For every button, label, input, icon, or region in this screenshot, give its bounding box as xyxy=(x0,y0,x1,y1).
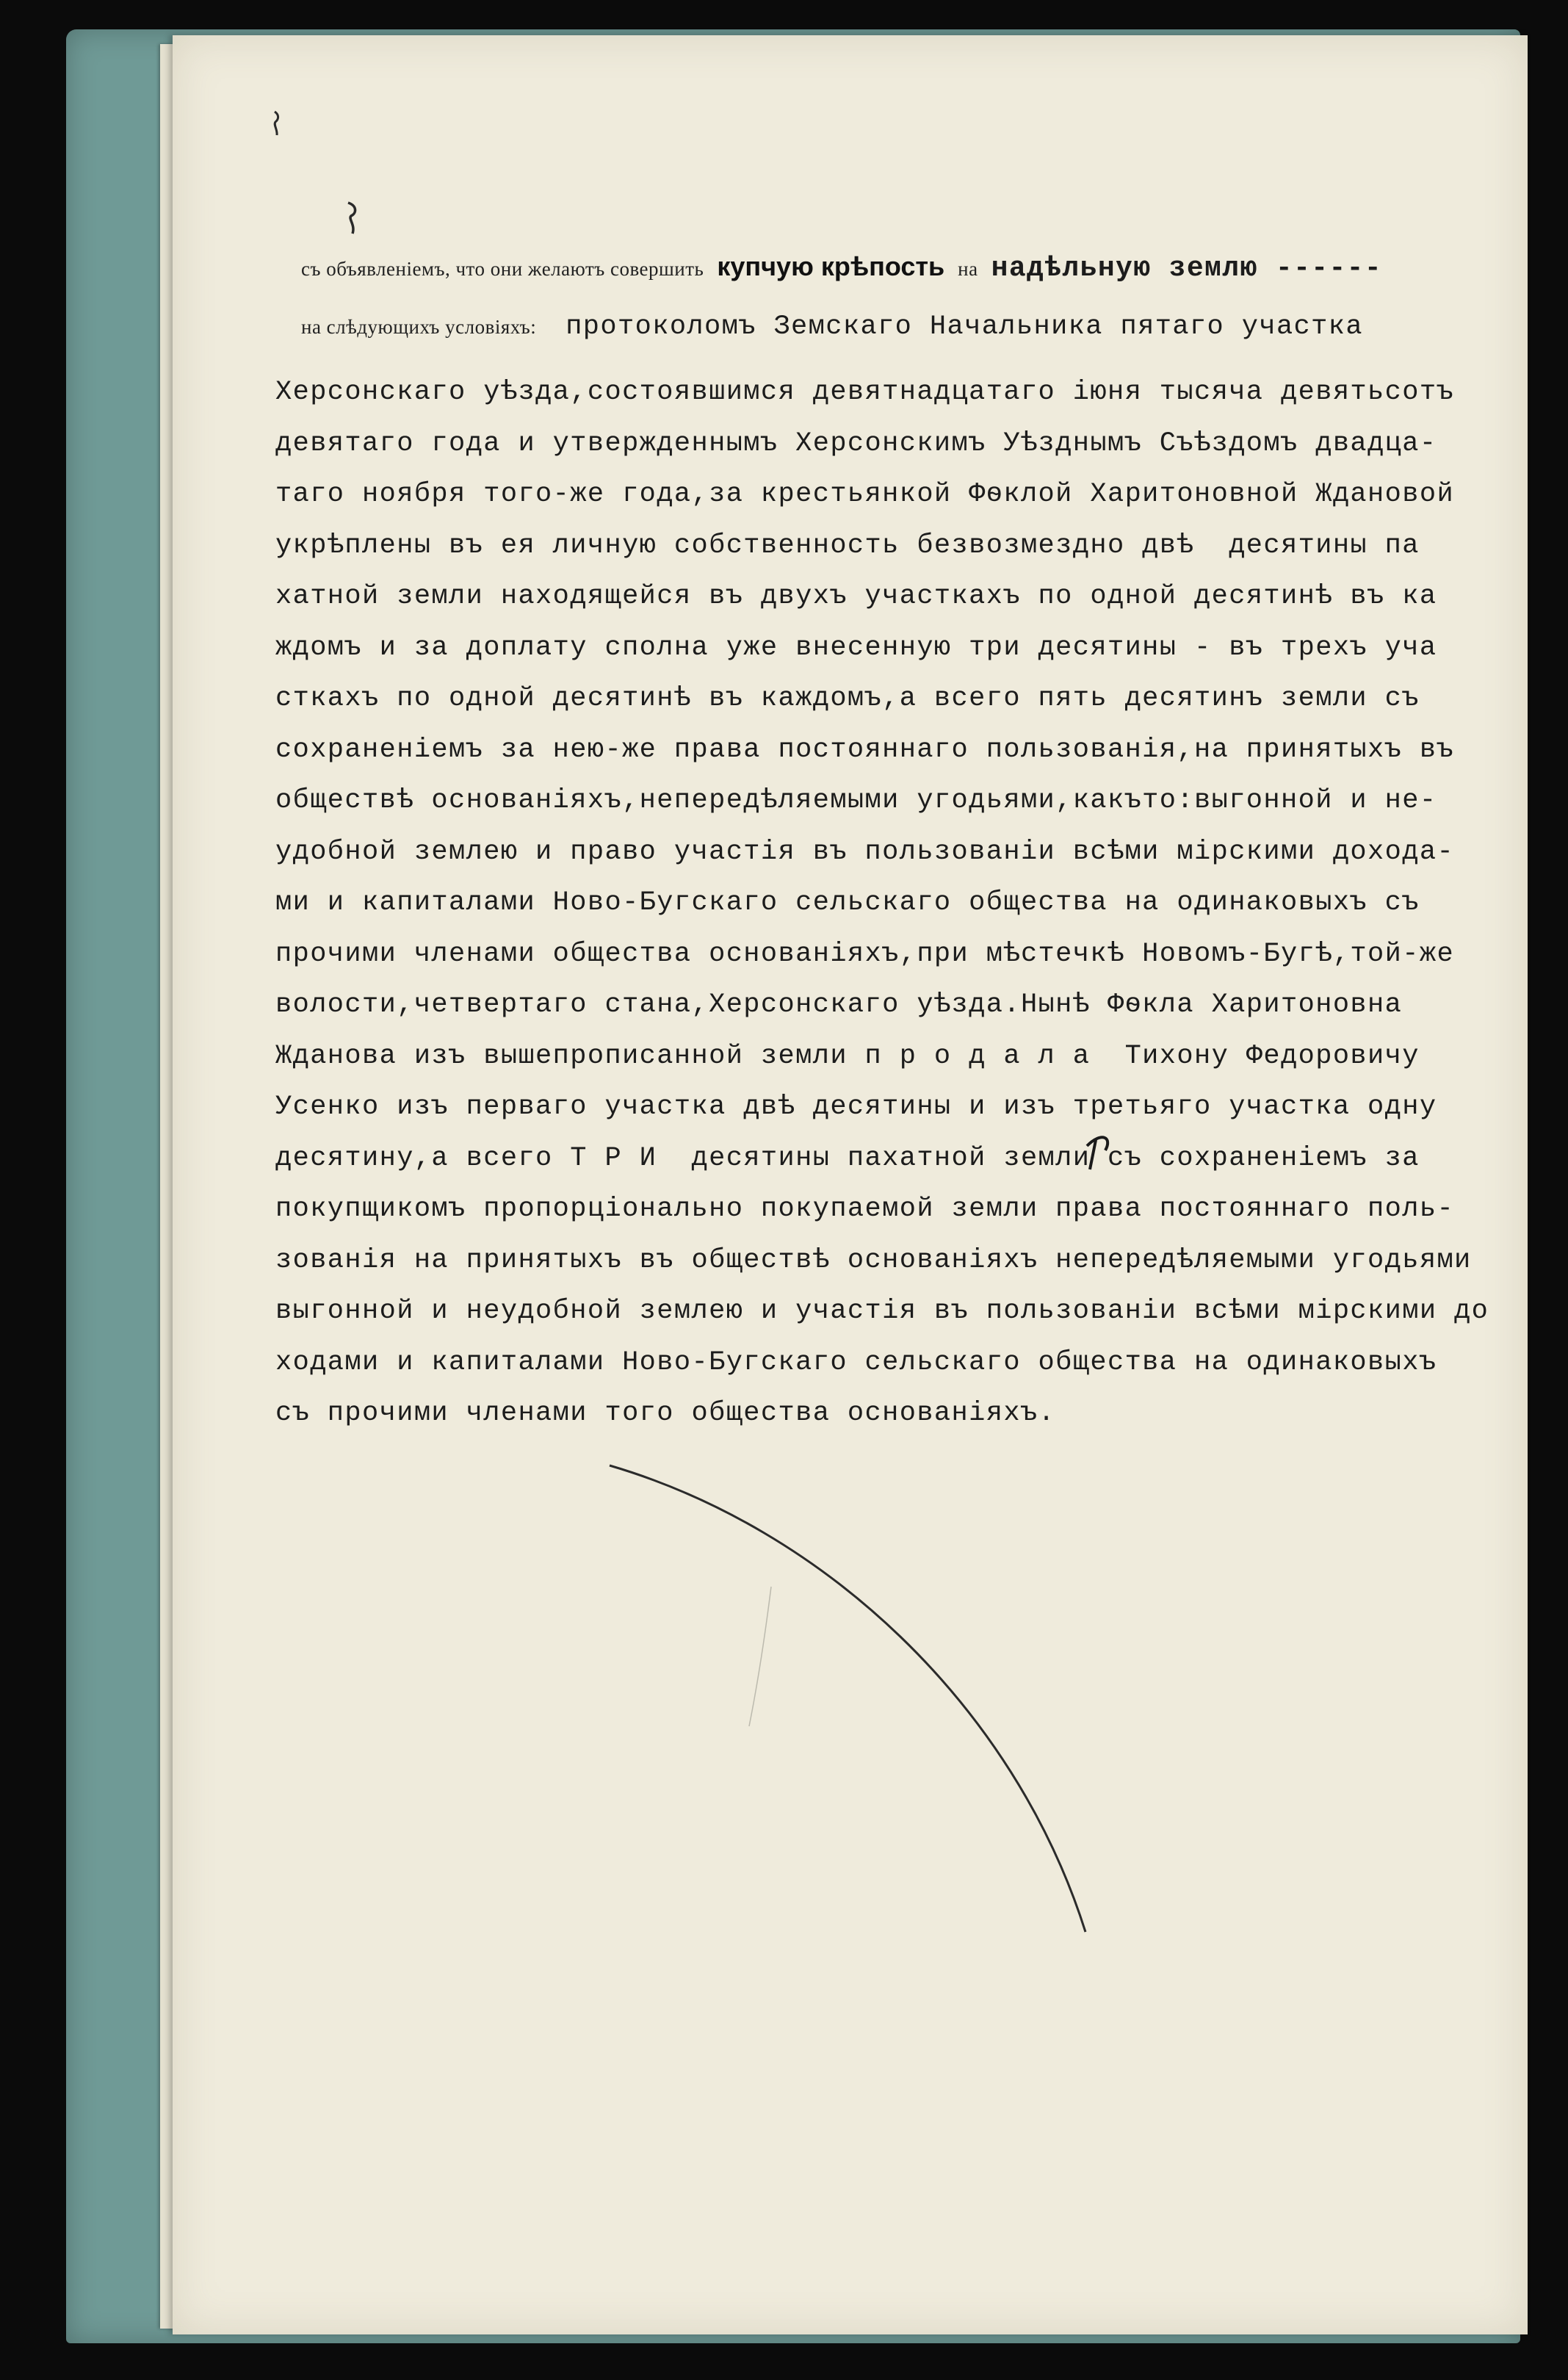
body-line: таго ноября того-же года,за крестьянкой Фѳклой Харитоновной Ждановой xyxy=(275,479,1455,510)
body-line: ждомъ и за доплату сполна уже внесенную три десятины - въ трехъ уча xyxy=(275,632,1437,663)
document-header xyxy=(301,251,1382,284)
document-body xyxy=(275,367,1509,1440)
body-line: Херсонскаго уѣзда,состоявшимся девятнадцатаго іюня тысяча девятьсотъ xyxy=(275,377,1455,408)
body-line: десятину,а всего Т Р И десятины пахатной земли съ сохраненіемъ за xyxy=(275,1142,1420,1174)
deed-type: купчую крѣпость xyxy=(717,251,945,281)
pencil-mark xyxy=(272,110,282,138)
ink-page-mark xyxy=(345,200,360,237)
body-line: Усенко изъ перваго участка двѣ десятины и изъ третьяго участка одну xyxy=(275,1092,1437,1122)
body-line: девятаго года и утвержденнымъ Херсонскимъ Уѣзднымъ Съѣздомъ двадца- xyxy=(275,428,1437,459)
body-line: съ прочими членами того общества основаніяхъ. xyxy=(275,1398,1056,1429)
printed-on: на xyxy=(958,258,978,280)
body-line: ходами и капиталами Ново-Бугскаго сельскаго общества на одинаковыхъ xyxy=(275,1346,1437,1378)
body-line: прочими членами общества основаніяхъ,при мѣстечкѣ Новомъ-Бугѣ,той-же xyxy=(275,938,1455,970)
conditions-start: протоколомъ Земскаго Начальника пятаго участка xyxy=(566,311,1363,342)
conditions-line xyxy=(301,311,1363,342)
body-line: покупщикомъ пропорціонально покупаемой земли права постояннаго поль- xyxy=(275,1194,1455,1225)
body-line: зованія на принятыхъ въ обществѣ основаніяхъ непередѣляемыми угодьями xyxy=(275,1244,1472,1276)
body-line: сткахъ по одной десятинѣ въ каждомъ,а всего пять десятинъ земли съ xyxy=(275,683,1420,714)
body-line: укрѣплены въ ея личную собственность безвозмездно двѣ десятины па xyxy=(275,530,1420,561)
body-line: обществѣ основаніяхъ,непередѣляемыми угодьями,какъто:выгонной и не- xyxy=(275,785,1437,816)
body-line: удобной землею и право участія въ пользованіи всѣми мірскими дохода- xyxy=(275,836,1455,868)
printed-prefix: съ объявленіемъ, что они желаютъ совершить xyxy=(301,258,704,280)
body-line: выгонной и неудобной землею и участія въ пользованіи всѣми мірскими до xyxy=(275,1296,1489,1327)
body-line: сохраненіемъ за нею-же права постояннаго пользованія,на принятыхъ въ xyxy=(275,734,1455,765)
deed-subject: надѣльную землю ------ xyxy=(991,253,1383,284)
conditions-label: на слѣдующихъ условіяхъ: xyxy=(301,316,537,338)
body-line: ми и капиталами Ново-Бугскаго сельскаго общества на одинаковыхъ съ xyxy=(275,887,1420,918)
body-line: Жданова изъ вышепрописанной земли п р о д а л а Тихону Федоровичу xyxy=(275,1040,1420,1072)
body-line: волости,четвертаго стана,Херсонскаго уѣзда.Нынѣ Фѳкла Харитоновна xyxy=(275,989,1403,1020)
body-line: хатной земли находящейся въ двухъ участкахъ по одной десятинѣ въ ка xyxy=(275,581,1437,612)
